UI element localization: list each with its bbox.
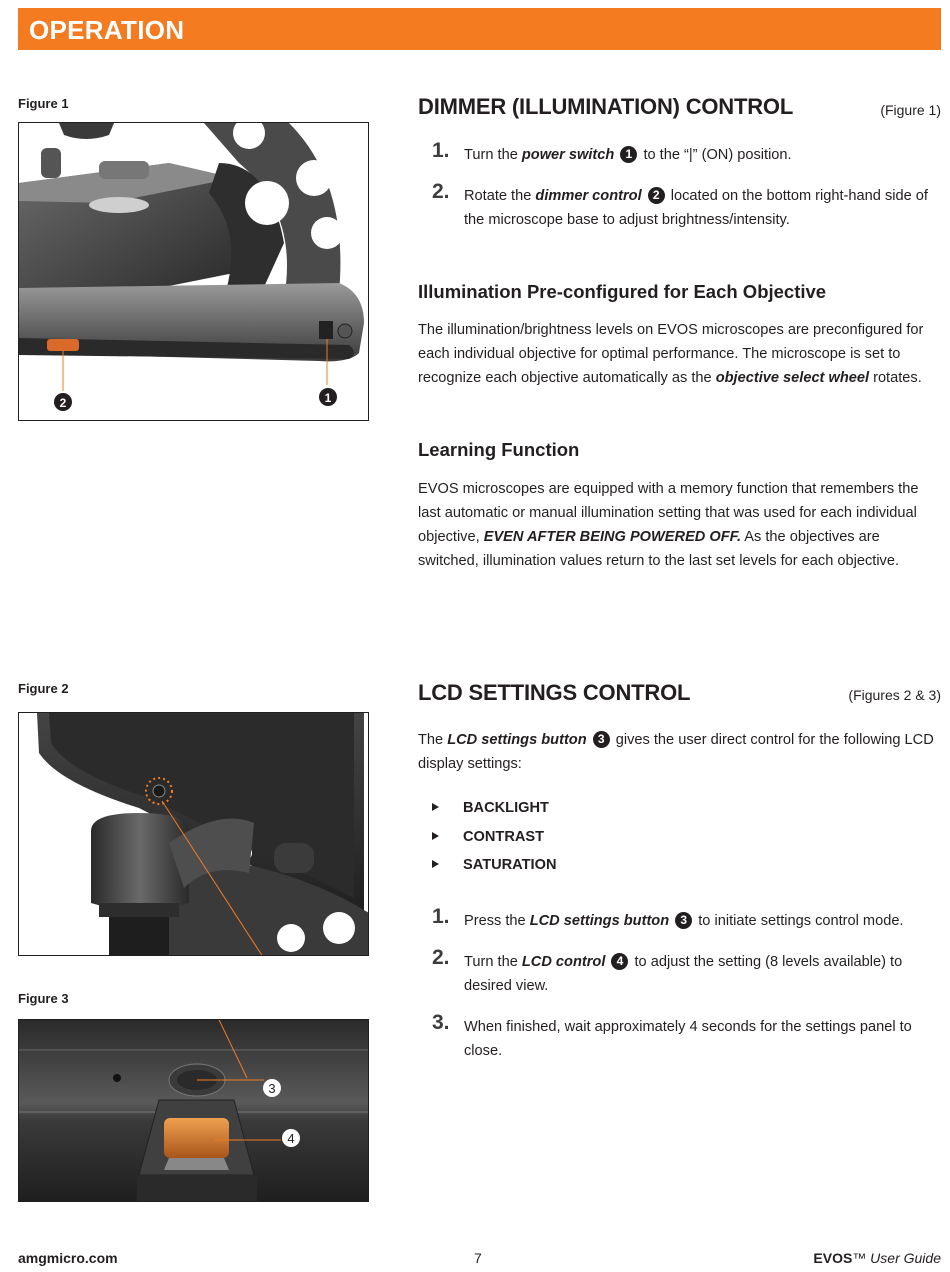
lcd-step-2 <box>432 946 942 998</box>
learning-paragraph <box>418 477 943 573</box>
step-text: Turn the <box>464 147 522 163</box>
footer-guide-title <box>813 1250 941 1266</box>
step-text: to the “|” (ON) position. <box>639 147 792 163</box>
callout-badge-icon: 4 <box>611 953 628 970</box>
step-number: 1. <box>432 905 450 928</box>
figure-3-image <box>18 1019 369 1202</box>
paragraph-text: EVOS microscopes are equipped with a memory function that remembers the last automatic or manual illumination setting that was used for each individual objective, <box>418 481 919 545</box>
step-emphasis: dimmer control <box>535 188 642 204</box>
figure-3-label: Figure 3 <box>18 991 69 1006</box>
section-header-bar <box>18 8 941 50</box>
bullet-item <box>432 857 557 873</box>
callout-4-label: 4 <box>287 1131 295 1146</box>
bullet-label: CONTRAST <box>463 829 545 845</box>
dimmer-step-1 <box>432 139 942 167</box>
bullet-label: SATURATION <box>463 857 557 873</box>
step-text: Press the <box>464 913 530 929</box>
callout-badge-icon: 2 <box>648 187 665 204</box>
bullet-item <box>432 800 549 816</box>
bullet-item <box>432 829 544 845</box>
callout-2-label: 2 <box>59 396 67 410</box>
triangle-bullet-icon <box>432 860 439 868</box>
footer-site: amgmicro.com <box>18 1250 118 1266</box>
lcd-figure-ref: (Figures 2 & 3) <box>848 687 941 703</box>
lcd-section-title: LCD SETTINGS CONTROL <box>418 680 691 705</box>
paragraph-text: rotates. <box>869 370 922 386</box>
paragraph-emphasis: objective select wheel <box>715 370 870 386</box>
lcd-step-1 <box>432 905 942 933</box>
callout-badge-icon: 3 <box>593 731 610 748</box>
callout-badge-icon: 1 <box>620 146 637 163</box>
step-text: located on the bottom right-hand side of the microscope base to adjust brightness/intensity. <box>464 188 928 228</box>
step-text: to initiate settings control mode. <box>694 913 904 929</box>
step-number: 2. <box>432 180 450 203</box>
paragraph-text: gives the user direct control for the following LCD display settings: <box>418 732 934 772</box>
learning-subtitle: Learning Function <box>418 439 580 460</box>
figure-1-label: Figure 1 <box>18 96 69 111</box>
step-number: 1. <box>432 139 450 162</box>
dimmer-step-2 <box>432 180 942 232</box>
lcd-step-3 <box>432 1011 942 1063</box>
figure-2-label: Figure 2 <box>18 681 69 696</box>
step-text: When finished, wait approximately 4 seconds for the settings panel to close. <box>464 1019 912 1059</box>
footer-guide-text: User Guide <box>866 1250 941 1266</box>
triangle-bullet-icon <box>432 832 439 840</box>
step-number: 3. <box>432 1011 450 1034</box>
footer-trademark: ™ <box>852 1250 867 1266</box>
footer-page-number: 7 <box>474 1250 482 1266</box>
bullet-label: BACKLIGHT <box>463 800 549 816</box>
step-emphasis: LCD settings button <box>529 913 670 929</box>
paragraph-text: The <box>418 732 448 748</box>
step-emphasis: LCD control <box>521 954 606 970</box>
illumination-subtitle: Illumination Pre-configured for Each Objective <box>418 281 827 302</box>
step-number: 2. <box>432 946 450 969</box>
step-text: Turn the <box>464 954 522 970</box>
figure-2-image <box>18 712 369 956</box>
dimmer-figure-ref: (Figure 1) <box>880 102 941 118</box>
triangle-bullet-icon <box>432 803 439 811</box>
paragraph-emphasis: EVEN AFTER BEING POWERED OFF. <box>483 529 742 545</box>
section-header-title: OPERATION <box>29 15 185 45</box>
figure-1-image <box>18 122 369 421</box>
callout-3-label: 3 <box>268 1081 276 1096</box>
paragraph-text: The illumination/brightness levels on EVOS microscopes are preconfigured for each individual objective for optimal performance. The microscope is set to recognize each objective automatically as the <box>418 322 924 386</box>
footer-brand: EVOS <box>813 1250 853 1266</box>
callout-1-label: 1 <box>324 391 332 405</box>
dimmer-section-title: DIMMER (ILLUMINATION) CONTROL <box>418 94 794 119</box>
paragraph-text: As the objectives are switched, illumination values return to the last set levels for each objective. <box>418 529 900 569</box>
paragraph-emphasis: LCD settings button <box>447 732 587 748</box>
illumination-paragraph <box>418 318 943 390</box>
step-text: Rotate the <box>464 188 536 204</box>
lcd-intro-paragraph <box>418 728 943 776</box>
step-emphasis: power switch <box>521 147 615 163</box>
step-text: to adjust the setting (8 levels available) to desired view. <box>464 954 903 994</box>
callout-badge-icon: 3 <box>675 912 692 929</box>
